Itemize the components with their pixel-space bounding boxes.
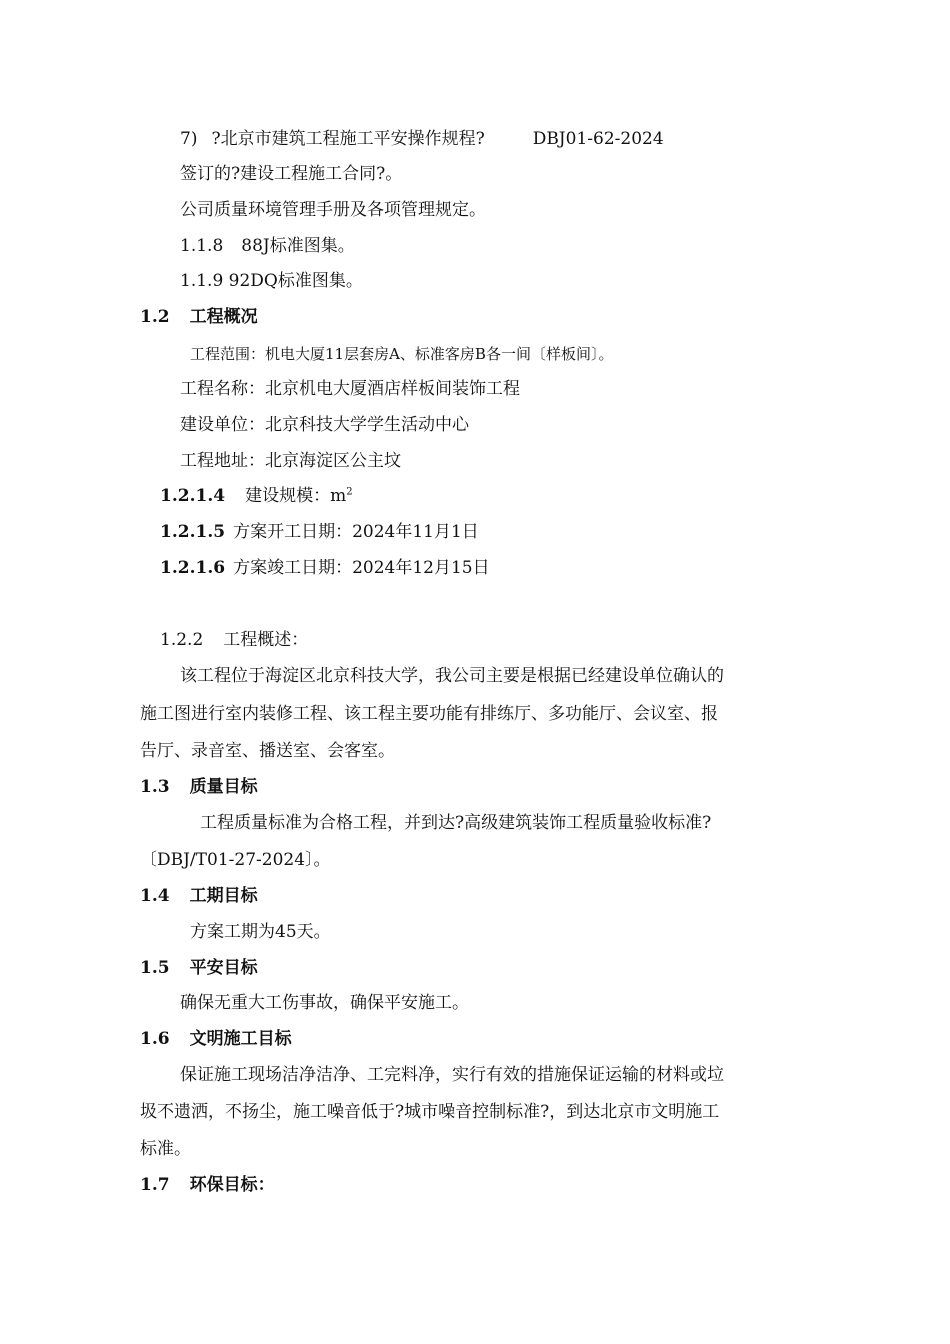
overview-line-1: 该工程位于海淀区北京科技大学，我公司主要是根据已经建设单位确认的 xyxy=(180,666,724,686)
heading-1-6-number: 1.6 xyxy=(140,1029,170,1049)
quality-line-2: 〔DBJ/T01-27-2024〕。 xyxy=(140,850,331,870)
ref-item-7 xyxy=(180,128,664,150)
quality-line-1: 工程质量标准为合格工程，并到达?高级建筑装饰工程质量验收标准? xyxy=(200,813,712,833)
heading-1-7-title: 环保目标： xyxy=(189,1175,275,1195)
section-1-2-1-4-superscript: 2 xyxy=(346,486,353,498)
ref-1-1-9: 1.1.9 92DQ标准图集。 xyxy=(180,271,363,291)
ref-1-1-8 xyxy=(180,235,355,257)
heading-1-2-number: 1.2 xyxy=(140,307,170,327)
schedule-text: 方案工期为45天。 xyxy=(190,922,331,942)
safety-text: 确保无重大工伤事故，确保平安施工。 xyxy=(180,993,469,1013)
ref-contract: 签订的?建设工程施工合同?。 xyxy=(180,164,403,184)
ref-1-1-8-text: 88J标准图集。 xyxy=(241,236,355,256)
project-scope: 工程范围：机电大厦11层套房A、标准客房B各一间〔样板间〕。 xyxy=(190,345,614,363)
section-1-2-1-4-number: 1.2.1.4 xyxy=(160,486,226,506)
ref-manual: 公司质量环境管理手册及各项管理规定。 xyxy=(180,200,486,220)
section-1-2-2-number: 1.2.2 xyxy=(160,630,204,650)
ref-item-7-code: DBJ01-62-2024 xyxy=(532,129,664,149)
overview-line-3: 告厅、录音室、播送室、会客室。 xyxy=(140,741,395,761)
section-1-2-1-6-text: 方案竣工日期：2024年12月15日 xyxy=(233,558,490,578)
heading-1-4-number: 1.4 xyxy=(140,886,170,906)
ref-item-7-label: 7) xyxy=(180,129,198,149)
section-1-2-1-6-number: 1.2.1.6 xyxy=(160,558,226,578)
heading-1-6 xyxy=(140,1028,292,1050)
heading-1-6-title: 文明施工目标 xyxy=(189,1029,292,1049)
heading-1-5-number: 1.5 xyxy=(140,958,170,978)
section-1-2-1-4 xyxy=(160,485,353,507)
section-1-2-2-title: 工程概述： xyxy=(223,630,309,650)
ref-item-7-title: ?北京市建筑工程施工平安操作规程? xyxy=(211,129,485,149)
heading-1-3-number: 1.3 xyxy=(140,777,170,797)
project-builder: 建设单位：北京科技大学学生活动中心 xyxy=(180,415,469,435)
heading-1-7 xyxy=(140,1174,275,1196)
heading-1-2-title: 工程概况 xyxy=(189,307,258,327)
civilized-line-2: 圾不遗洒，不扬尘，施工噪音低于?城市噪音控制标准?，到达北京市文明施工 xyxy=(140,1102,720,1122)
section-1-2-1-5-number: 1.2.1.5 xyxy=(160,522,226,542)
section-1-2-1-5 xyxy=(160,521,479,543)
project-address: 工程地址：北京海淀区公主坟 xyxy=(180,451,401,471)
heading-1-4-title: 工期目标 xyxy=(189,886,258,906)
heading-1-2 xyxy=(140,306,258,328)
heading-1-5 xyxy=(140,957,258,979)
heading-1-5-title: 平安目标 xyxy=(189,958,258,978)
civilized-line-3: 标准。 xyxy=(140,1139,191,1159)
section-1-2-2 xyxy=(160,629,308,651)
heading-1-4 xyxy=(140,885,258,907)
heading-1-3-title: 质量目标 xyxy=(189,777,258,797)
heading-1-3 xyxy=(140,776,258,798)
civilized-line-1: 保证施工现场洁净洁净、工完料净，实行有效的措施保证运输的材料或垃 xyxy=(180,1065,724,1085)
heading-1-7-number: 1.7 xyxy=(140,1175,170,1195)
overview-line-2: 施工图进行室内装修工程、该工程主要功能有排练厅、多功能厅、会议室、报 xyxy=(140,704,718,724)
section-1-2-1-6 xyxy=(160,557,490,579)
section-1-2-1-5-text: 方案开工日期：2024年11月1日 xyxy=(233,522,479,542)
ref-1-1-8-number: 1.1.8 xyxy=(180,236,224,256)
section-1-2-1-4-text: 建设规模：m xyxy=(245,486,347,506)
project-name: 工程名称：北京机电大厦酒店样板间装饰工程 xyxy=(180,379,520,399)
